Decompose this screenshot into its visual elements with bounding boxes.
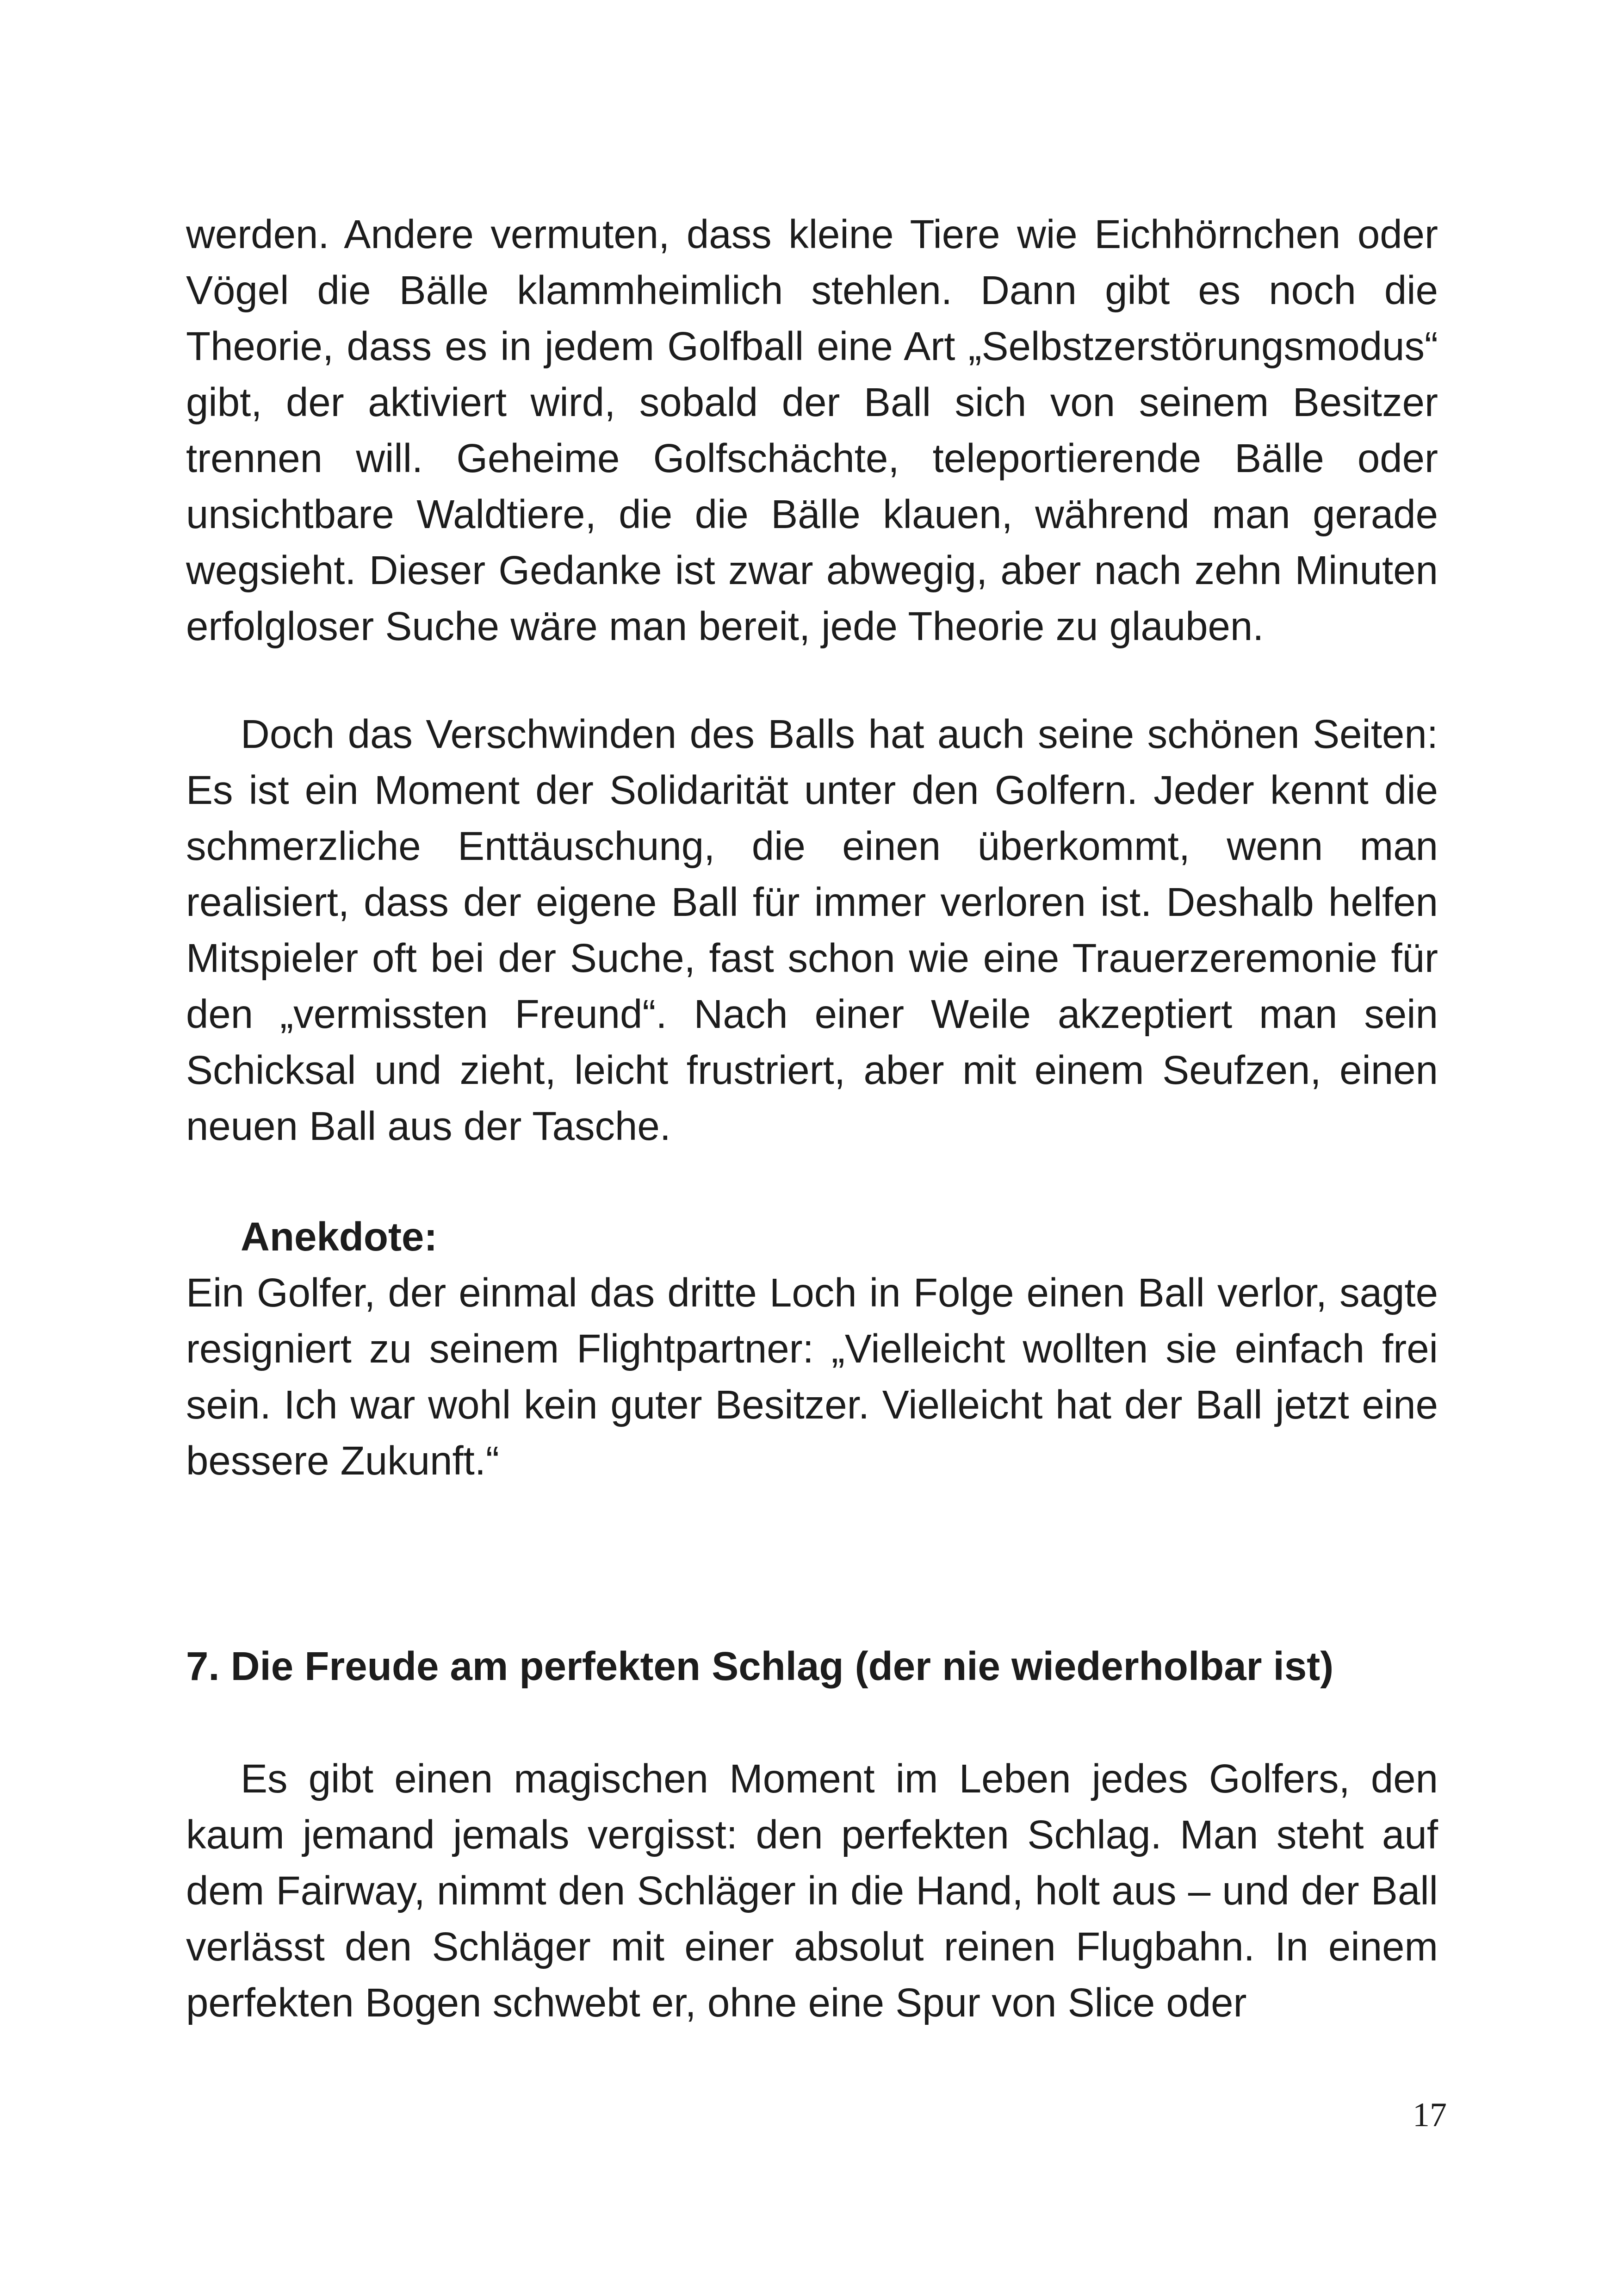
anecdote-heading: Anekdote: <box>241 1214 438 1259</box>
text-block-3 <box>186 1265 1438 1489</box>
section-heading: 7. Die Freude am perfekten Schlag (der nie wiederholbar ist) <box>186 1644 1334 1689</box>
text-block-1 <box>186 206 1438 654</box>
text-block-2 <box>186 706 1438 1154</box>
paragraph-anecdote: Ein Golfer, der einmal das dritte Loch in Folge einen Ball verlor, sagte resigniert zu seinem Flightpartner: „Vielleicht wollten sie einfach frei sein. Ich war wohl kein guter Besitzer. Vielleicht hat der Ball jetzt eine bessere Zukunft.“ <box>186 1270 1438 1483</box>
paragraph-continued: werden. Andere vermuten, dass kleine Tiere wie Eichhörnchen oder Vögel die Bälle klammheimlich stehlen. Dann gibt es noch die Theorie, dass es in jedem Golfball eine Art „Selbstzerstörungsmodus“ gibt, der aktiviert wird, sobald der Ball sich von seinem Besitzer trennen will. Geheime Golfschächte, teleportierende Bälle oder unsichtbare Waldtiere, die die Bälle klauen, während man gerade wegsieht. Dieser Gedanke ist zwar abwegig, aber nach zehn Minuten erfolgloser Suche wäre man bereit, jede Theorie zu glauben. <box>186 212 1438 649</box>
paragraph-perfect-shot: Es gibt einen magischen Moment im Leben jedes Golfers, den kaum jemand jemals vergisst: den perfekten Schlag. Man steht auf dem Fairway, nimmt den Schläger in die Hand, holt aus – und der Ball verlässt den Schläger mit einer absolut reinen Flugbahn. In einem perfekten Bogen schwebt er, ohne eine Spur von Slice oder <box>186 1756 1438 2025</box>
page-number: 17 <box>1413 2096 1447 2134</box>
paragraph-solidarity: Doch das Verschwinden des Balls hat auch seine schönen Seiten: Es ist ein Moment der Solidarität unter den Golfern. Jeder kennt die schmerzliche Enttäuschung, die einen überkommt, wenn man realisiert, dass der eigene Ball für immer verloren ist. Deshalb helfen Mitspieler oft bei der Suche, fast schon wie eine Trauerzeremonie für den „vermissten Freund“. Nach einer Weile akzeptiert man sein Schicksal und zieht, leicht frustriert, aber mit einem Seufzen, einen neuen Ball aus der Tasche. <box>186 712 1438 1149</box>
text-block-4 <box>186 1751 1438 2031</box>
